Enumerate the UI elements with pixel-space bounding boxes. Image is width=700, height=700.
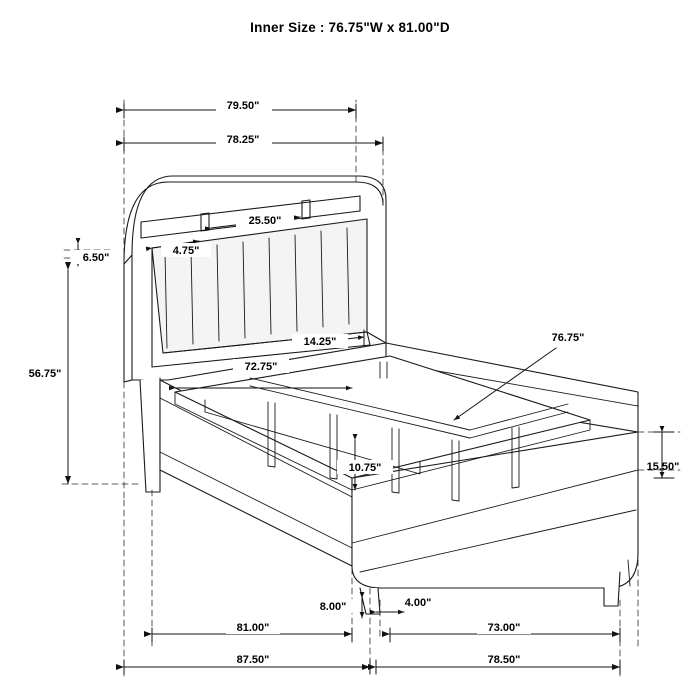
dim-label-overall-headboard-width: 79.50" — [226, 100, 260, 112]
dim-label-side-depth: 76.75" — [551, 332, 585, 344]
dim-label-inner-rail-width: 72.75" — [244, 361, 278, 373]
dim-label-footboard-height: 15.50" — [646, 461, 680, 473]
page-title: Inner Size : 76.75"W x 81.00"D — [250, 20, 450, 35]
dim-label-side-outer-length: 78.50" — [487, 654, 521, 666]
dim-label-shelf-side-width: 4.75" — [172, 245, 200, 257]
dim-label-headboard-inner-width: 78.25" — [226, 134, 260, 146]
dim-label-leg-width: 4.00" — [404, 597, 432, 609]
dim-label-bed-inner-length: 81.00" — [236, 622, 270, 634]
dim-label-overall-height: 56.75" — [28, 368, 62, 380]
bed-frame-group — [160, 343, 638, 614]
dim-label-side-inner-length: 73.00" — [487, 622, 521, 634]
dim-label-panel-segment-width: 14.25" — [303, 336, 337, 348]
dim-label-shelf-height: 6.50" — [82, 252, 110, 264]
dim-label-bed-outer-length: 87.50" — [236, 654, 270, 666]
dim-label-leg-height: 8.00" — [319, 601, 347, 613]
dim-label-slat-height: 10.75" — [348, 462, 382, 474]
dim-label-shelf-center-width: 25.50" — [248, 215, 282, 227]
